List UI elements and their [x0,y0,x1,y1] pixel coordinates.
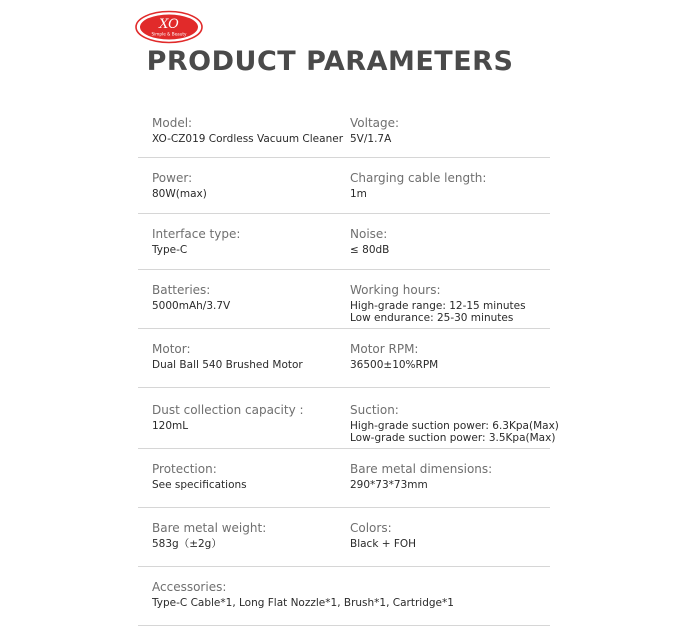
param-label: Protection: [152,462,217,476]
param-interface-type [152,226,240,257]
param-label: Interface type: [152,227,241,241]
param-power [152,170,207,201]
param-label: Charging cable length: [350,171,487,185]
param-value-line-2: Low-grade suction power: 3.5Kpa(Max) [350,431,556,444]
param-value: ≤ 80dB [350,244,390,256]
param-value: 120mL [152,420,189,432]
param-label: Suction: [350,403,399,417]
param-value-line-1: High-grade range: 12-15 minutes [350,300,526,312]
param-label: Dust collection capacity : [152,403,304,417]
param-value: See specifications [152,479,247,491]
param-value: 1m [350,188,367,200]
param-label: Voltage: [350,116,400,130]
param-value: 36500±10%RPM [350,359,439,371]
param-row-batteries-hours [138,270,550,329]
xo-logo [133,9,205,45]
param-value: Black + FOH [350,538,417,550]
param-value: Type-C [152,244,188,256]
param-value-line-2: Low endurance: 25-30 minutes [350,311,514,324]
param-charging-cable-length [350,170,486,201]
param-label: Bare metal dimensions: [350,462,493,476]
param-protection [152,461,247,492]
param-label: Model: [152,116,193,130]
param-value: 583g（±2g） [152,538,222,550]
param-bare-metal-weight [152,520,266,551]
param-value: XO-CZ019 Cordless Vacuum Cleaner [152,133,344,145]
param-row-motor-rpm [138,329,550,388]
param-value: Dual Ball 540 Brushed Motor [152,359,303,371]
param-dust-collection-capacity [152,402,304,433]
param-value: 290*73*73mm [350,479,428,491]
param-row-accessories [138,567,550,626]
param-voltage [350,115,399,146]
param-row-model-voltage [138,107,550,158]
param-working-hours [350,282,526,324]
param-bare-metal-dimensions [350,461,492,492]
param-value: 5000mAh/3.7V [152,300,231,312]
param-label: Accessories: [152,580,227,594]
param-label: Working hours: [350,283,441,297]
param-row-interface-noise [138,214,550,270]
param-label: Colors: [350,521,392,535]
param-suction [350,402,559,444]
param-value: Type-C Cable*1, Long Flat Nozzle*1, Brush*1, Cartridge*1 [152,597,454,609]
param-noise [350,226,389,257]
logo-mark: XO [159,17,179,32]
param-model [152,115,343,146]
param-batteries [152,282,230,313]
parameters-table [138,107,559,626]
param-accessories [152,579,454,610]
param-colors [350,520,416,551]
param-label: Noise: [350,227,388,241]
page-title: PRODUCT PARAMETERS [146,46,514,77]
param-motor-rpm [350,341,438,372]
param-label: Motor: [152,342,191,356]
param-row-power-cable [138,158,550,214]
param-value-line-1: High-grade suction power: 6.3Kpa(Max) [350,420,559,432]
param-label: Power: [152,171,193,185]
param-label: Batteries: [152,283,211,297]
param-row-dust-suction [138,388,559,449]
param-value: 5V/1.7A [350,133,392,145]
param-motor [152,341,303,372]
logo-tagline: Simple & Beauty [151,31,187,37]
param-label: Motor RPM: [350,342,419,356]
param-row-protection-dimensions [138,449,550,508]
param-label: Bare metal weight: [152,521,267,535]
param-row-weight-colors [138,508,550,567]
param-value: 80W(max) [152,188,207,200]
